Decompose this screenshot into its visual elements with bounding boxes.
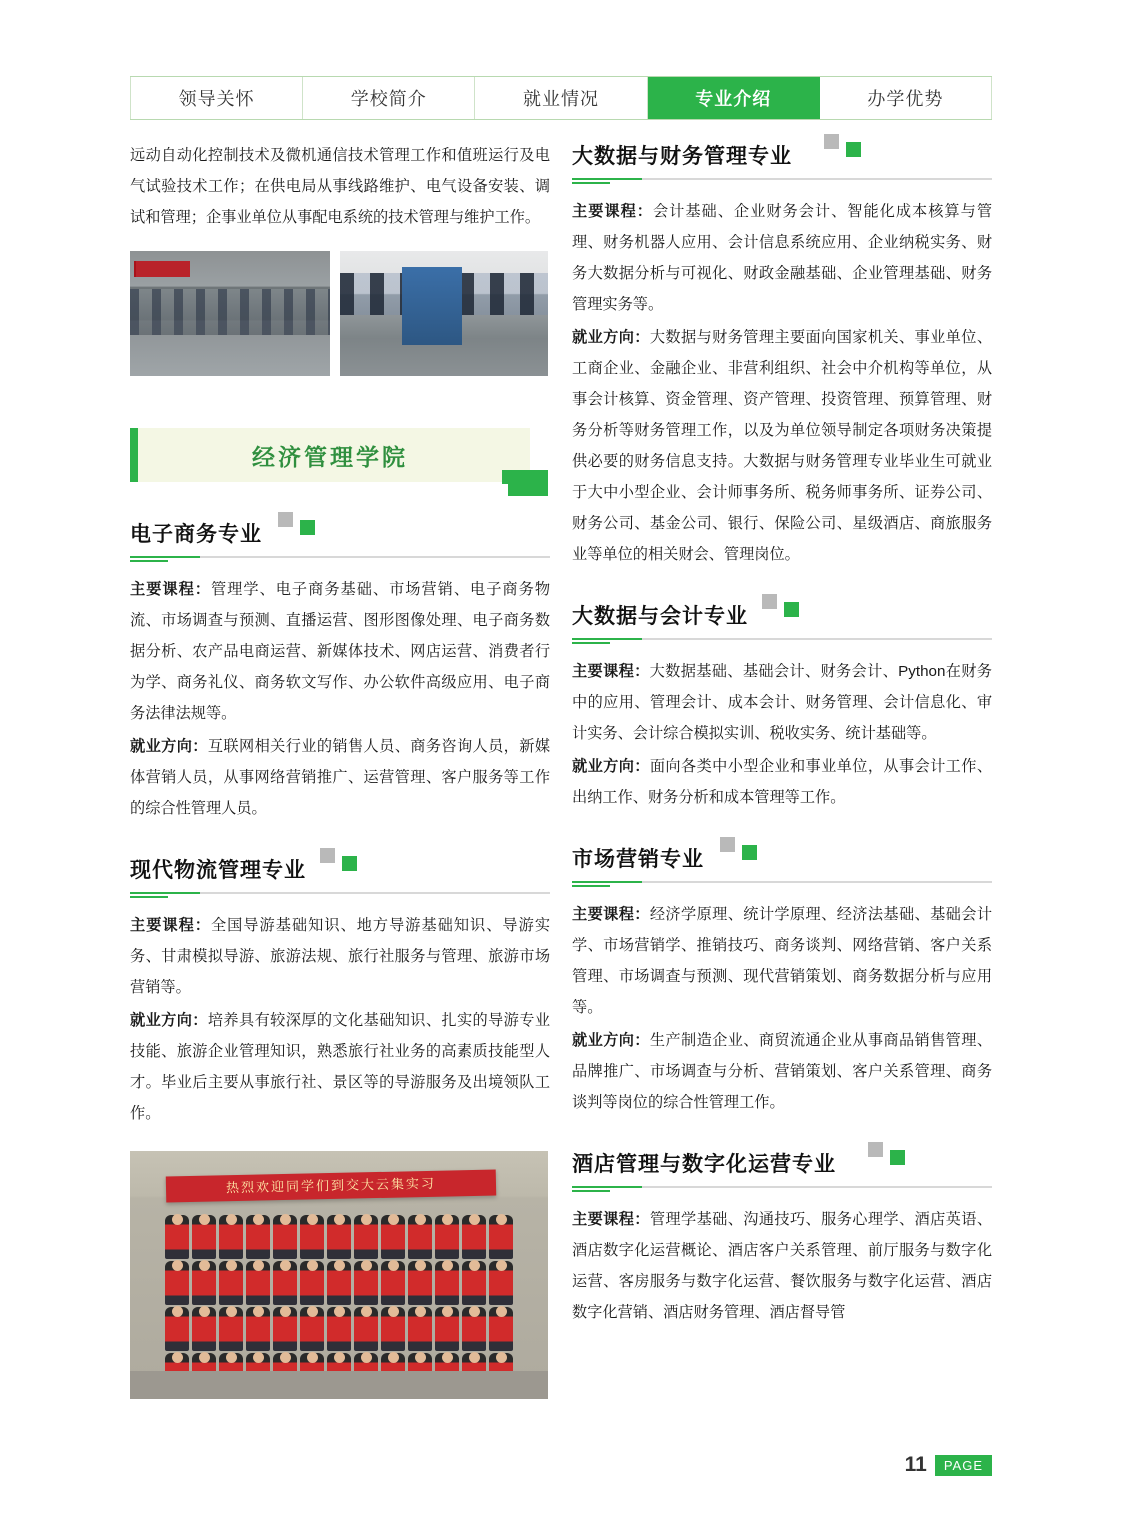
square-accent-icon	[278, 512, 293, 527]
major-title: 市场营销专业	[572, 848, 704, 871]
major-title: 酒店管理与数字化运营专业	[572, 1153, 836, 1176]
top-tab-bar	[130, 76, 992, 120]
major-jobs	[130, 1005, 550, 1129]
person	[219, 1215, 243, 1259]
heading-rule	[572, 881, 992, 883]
courses-label: 主要课程：	[130, 917, 211, 934]
tab-employment[interactable]: 就业情况	[475, 77, 647, 119]
lab-photo	[340, 251, 548, 376]
people-row	[130, 1261, 548, 1305]
courses-text: 全国导游基础知识、地方导游基础知识、导游实务、甘肃模拟导游、旅游法规、旅行社服务与管理、旅游市场营销等。	[130, 917, 551, 996]
person	[273, 1261, 297, 1305]
major-heading-logistics	[130, 854, 550, 894]
courses-text: 大数据基础、基础会计、财务会计、Python在财务中的应用、管理会计、成本会计、财务管理、会计信息化、审计实务、会计综合模拟实训、税收实务、统计基础等。	[572, 663, 992, 742]
major-heading-hotel	[572, 1148, 992, 1188]
major-title: 大数据与会计专业	[572, 605, 748, 628]
square-accent-green-icon	[342, 856, 357, 871]
heading-rule	[130, 892, 550, 894]
square-accent-icon	[762, 594, 777, 609]
group-photo-banner	[166, 1170, 496, 1203]
jobs-text: 大数据与财务管理主要面向国家机关、事业单位、工商企业、金融企业、非营利组织、社会中介机构等单位，从事会计核算、资金管理、资产管理、投资管理、预算管理、财务分析等财务管理工作，以及为单位领导制定各项财务决策提供必要的财务信息支持。大数据与财务管理专业毕业生可就业于大中小型企业、会计师事务所、税务师事务所、证券公司、财务公司、基金公司、银行、保险公司、星级酒店、商旅服务业等单位的相关财会、管理岗位。	[572, 329, 993, 563]
people-row	[130, 1215, 548, 1259]
courses-label: 主要课程：	[130, 581, 211, 598]
person	[246, 1215, 270, 1259]
heading-rule	[572, 178, 992, 180]
courses-text: 管理学基础、沟通技巧、服务心理学、酒店英语、酒店数字化运营概论、酒店客户关系管理、前厅服务与数字化运营、客房服务与数字化运营、餐饮服务与数字化运营、酒店数字化营销、酒店财务管理、酒店督导管	[572, 1211, 993, 1321]
heading-rule	[130, 556, 550, 558]
workshop-photo	[130, 251, 330, 376]
person	[219, 1307, 243, 1351]
major-courses	[130, 910, 550, 1003]
major-heading-finance	[572, 140, 992, 180]
tab-leadership[interactable]: 领导关怀	[130, 77, 303, 119]
person	[165, 1261, 189, 1305]
square-accent-green-icon	[890, 1150, 905, 1165]
major-title: 大数据与财务管理专业	[572, 145, 792, 168]
banner-left-bar	[130, 428, 138, 482]
major-courses	[572, 196, 992, 320]
courses-text: 管理学、电子商务基础、市场营销、电子商务物流、市场调查与预测、直播运营、图形图像处理、电子商务数据分析、农产品电商运营、新媒体技术、网店运营、消费者行为学、商务礼仪、商务软文写作、办公软件高级应用、电子商务法律法规等。	[130, 581, 551, 722]
person	[219, 1261, 243, 1305]
jobs-label: 就业方向：	[130, 1012, 208, 1029]
jobs-label: 就业方向：	[572, 1032, 650, 1049]
major-heading-ecommerce	[130, 518, 550, 558]
major-title: 现代物流管理专业	[130, 859, 306, 882]
person	[192, 1307, 216, 1351]
major-courses	[572, 656, 992, 749]
person	[273, 1215, 297, 1259]
heading-rule	[572, 1186, 992, 1188]
person	[435, 1307, 459, 1351]
jobs-label: 就业方向：	[572, 329, 650, 346]
person	[462, 1215, 486, 1259]
person	[354, 1307, 378, 1351]
group-photo-banner-text: 热烈欢迎同学们到交大云集实习	[225, 1175, 437, 1196]
person	[489, 1215, 513, 1259]
person	[327, 1261, 351, 1305]
person	[381, 1307, 405, 1351]
person	[165, 1307, 189, 1351]
person	[300, 1215, 324, 1259]
person	[300, 1261, 324, 1305]
photo-row	[130, 251, 550, 376]
person	[381, 1261, 405, 1305]
page-number: 11	[904, 1453, 927, 1476]
courses-label: 主要课程：	[572, 663, 650, 680]
major-jobs	[130, 731, 550, 824]
left-column	[130, 140, 550, 1399]
square-accent-green-icon	[742, 845, 757, 860]
square-accent-icon	[868, 1142, 883, 1157]
tab-school-intro[interactable]: 学校简介	[303, 77, 475, 119]
courses-text: 经济学原理、统计学原理、经济法基础、基础会计学、市场营销学、推销技巧、商务谈判、网络营销、客户关系管理、市场调查与预测、现代营销策划、商务数据分析与应用等。	[572, 906, 993, 1016]
person	[300, 1307, 324, 1351]
major-title: 电子商务专业	[130, 523, 262, 546]
right-column	[572, 140, 992, 1328]
person	[246, 1307, 270, 1351]
person	[462, 1307, 486, 1351]
major-heading-marketing	[572, 843, 992, 883]
jobs-text: 培养具有较深厚的文化基础知识、扎实的导游专业技能、旅游企业管理知识，熟悉旅行社业务的高素质技能型人才。毕业后主要从事旅行社、景区等的导游服务及出境领队工作。	[130, 1012, 551, 1122]
square-accent-green-icon	[784, 602, 799, 617]
intro-paragraph: 远动自动化控制技术及微机通信技术管理工作和值班运行及电气试验技术工作；在供电局从事线路维护、电气设备安装、调试和管理；企事业单位从事配电系统的技术管理与维护工作。	[130, 147, 550, 226]
person	[408, 1307, 432, 1351]
courses-label: 主要课程：	[572, 1211, 650, 1228]
courses-label: 主要课程：	[572, 906, 650, 923]
courses-text: 会计基础、企业财务会计、智能化成本核算与管理、财务机器人应用、会计信息系统应用、企业纳税实务、财务大数据分析与可视化、财政金融基础、企业管理基础、财务管理实务等。	[572, 203, 993, 313]
person	[192, 1261, 216, 1305]
department-title: 经济管理学院	[252, 443, 408, 470]
person	[435, 1215, 459, 1259]
person	[246, 1261, 270, 1305]
banner-corner-mask	[446, 484, 508, 496]
major-courses	[130, 574, 550, 729]
banner-corner-accent	[502, 470, 548, 496]
person	[327, 1307, 351, 1351]
jobs-text: 生产制造企业、商贸流通企业从事商品销售管理、品牌推广、市场调查与分析、营销策划、客户关系管理、商务谈判等岗位的综合性管理工作。	[572, 1032, 993, 1111]
people-row	[130, 1307, 548, 1351]
person	[381, 1215, 405, 1259]
person	[165, 1215, 189, 1259]
person	[408, 1215, 432, 1259]
square-accent-green-icon	[300, 520, 315, 535]
jobs-text: 互联网相关行业的销售人员、商务咨询人员，新媒体营销人员，从事网络营销推广、运营管理、客户服务等工作的综合性管理人员。	[130, 738, 551, 817]
person	[489, 1261, 513, 1305]
person	[273, 1307, 297, 1351]
courses-label: 主要课程：	[572, 203, 653, 220]
square-accent-green-icon	[846, 142, 861, 157]
group-photo	[130, 1151, 548, 1399]
person	[192, 1215, 216, 1259]
major-courses	[572, 1204, 992, 1328]
square-accent-icon	[320, 848, 335, 863]
heading-rule	[572, 638, 992, 640]
person	[354, 1215, 378, 1259]
jobs-text: 面向各类中小型企业和事业单位，从事会计工作、出纳工作、财务分析和成本管理等工作。	[572, 758, 993, 806]
page-footer	[905, 1453, 992, 1477]
person	[354, 1261, 378, 1305]
tab-advantages[interactable]: 办学优势	[820, 77, 992, 119]
department-banner	[130, 428, 530, 482]
major-jobs	[572, 751, 992, 813]
major-courses	[572, 899, 992, 1023]
major-jobs	[572, 322, 992, 570]
major-heading-accounting	[572, 600, 992, 640]
group-photo-floor	[130, 1371, 548, 1399]
person	[489, 1307, 513, 1351]
square-accent-icon	[720, 837, 735, 852]
person	[435, 1261, 459, 1305]
square-accent-icon	[824, 134, 839, 149]
jobs-label: 就业方向：	[572, 758, 650, 775]
person	[408, 1261, 432, 1305]
person	[462, 1261, 486, 1305]
jobs-label: 就业方向：	[130, 738, 208, 755]
page-label: PAGE	[935, 1455, 992, 1476]
major-jobs	[572, 1025, 992, 1118]
person	[327, 1215, 351, 1259]
tab-major-intro[interactable]: 专业介绍	[648, 77, 820, 119]
